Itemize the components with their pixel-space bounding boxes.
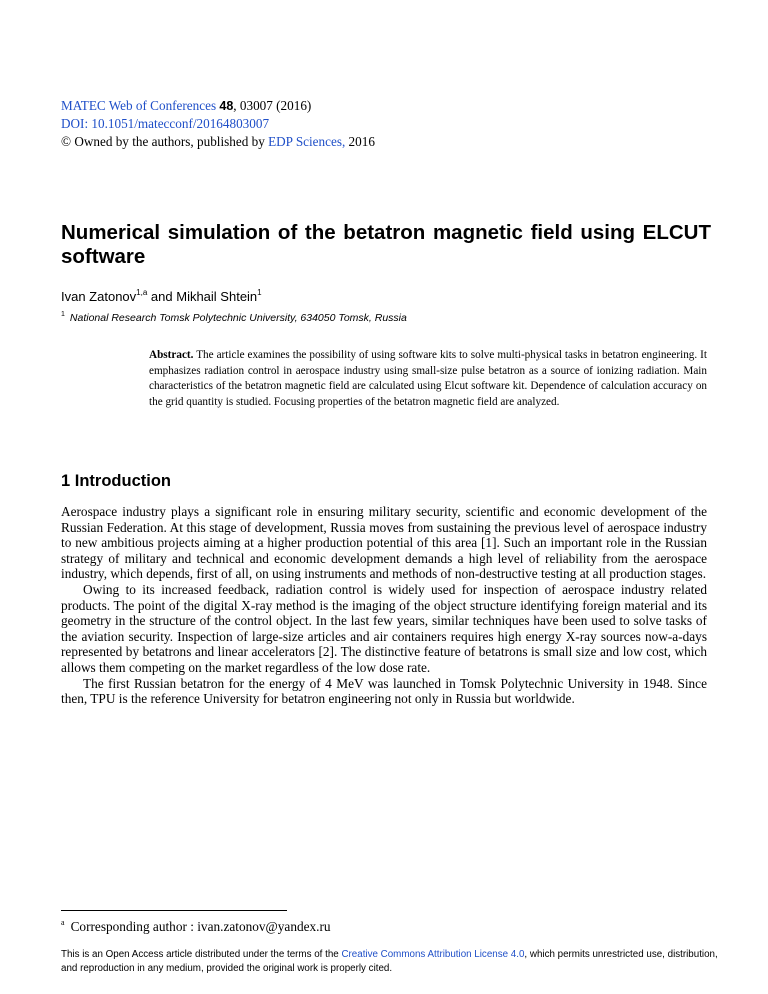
article-number: 03007 — [239, 98, 273, 113]
paragraph: The first Russian betatron for the energy of 4 MeV was launched in Tomsk Polytechnic University in 1948. Since then, TPU is the reference University for betatron engineering not only in Russia but worldwide. — [61, 675, 707, 707]
author-affiliation-marker: 1 — [257, 288, 262, 297]
paragraph: Owing to its increased feedback, radiation control is widely used for inspection of aerospace industry related products. The point of the digital X-ray method is the imaging of the object structure identifying foreign material and its geometry in the structure of the control object. In the last few years, similar techniques have been used to solve tasks of the aviation security. Inspection of large-size articles and air containers requires high energy X-ray sources now-a-days represented by betatrons and linear accelerators [2]. The distinctive feature of betatrons is small size and low cost, which allows them competing on the market regardless of the low dose rate. — [61, 581, 707, 675]
author-affiliation-marker: 1,a — [136, 288, 148, 297]
affiliation-marker: 1 — [61, 311, 65, 318]
license-notice — [61, 948, 721, 976]
copyright-icon: © — [61, 134, 72, 149]
paper-title: Numerical simulation of the betatron magnetic field using ELCUT software — [61, 221, 711, 268]
owned-text: Owned by the authors, published by — [74, 134, 265, 149]
journal-name-rest[interactable]: Web of Conferences — [108, 98, 217, 113]
copyright-line — [61, 133, 375, 151]
abstract-label: Abstract. — [149, 349, 194, 361]
article-number-sep: , — [233, 98, 237, 113]
journal-name[interactable]: MATEC — [61, 98, 106, 113]
author-name: Mikhail Shtein — [176, 289, 258, 304]
citation-line — [61, 97, 375, 115]
paragraph: Aerospace industry plays a significant role in ensuring military security, scientific and economic development of the Russian Federation. At this stage of development, Russia moves from sustaining the previous level of aerospace industry to new ambitious projects aiming at a higher production potential of this area [1]. Such an important role in the Russian strategy of military and technical and economic development demands a high level of reliability from the aerospace industry, which depends, first of all, on using instruments and methods of non-destructive testing at all production stages. — [61, 504, 707, 582]
affiliation — [61, 311, 407, 324]
license-suffix: , which permits unrestricted use, distribution, and reproduction in any medium, provided the original work is properly cited. — [61, 949, 718, 974]
owned-year: 2016 — [348, 134, 375, 149]
affiliation-text: National Research Tomsk Polytechnic University, 634050 Tomsk, Russia — [69, 312, 407, 324]
footnote-text: Corresponding author : ivan.zatonov@yandex.ru — [70, 919, 331, 934]
license-link[interactable]: Creative Commons Attribution License 4.0 — [341, 949, 525, 960]
footnote — [61, 918, 331, 935]
doi-link[interactable]: DOI: 10.1051/matecconf/20164803007 — [61, 116, 270, 131]
abstract — [149, 348, 707, 410]
journal-header — [61, 97, 375, 151]
abstract-text: The article examines the possibility of using software kits to solve multi-physical tasks in betatron engineering. It emphasizes radiation control in aerospace industry using small-size pulse betatron as a source of ionizing radiation. Main characteristics of the betatron magnetic field are calculated using Elcut software kit. Dependence of calculation accuracy on the grid quantity is studied. Focusing properties of the betatron magnetic field are analyzed. — [149, 349, 707, 408]
section-heading: 1 Introduction — [61, 472, 171, 490]
author-list — [61, 288, 262, 304]
section-body — [61, 504, 707, 707]
author-name: Ivan Zatonov — [61, 289, 137, 304]
volume-number: 48 — [219, 99, 234, 113]
publication-year: (2016) — [276, 98, 312, 113]
publisher-link[interactable]: EDP Sciences, — [268, 134, 346, 149]
footnote-marker: a — [61, 918, 65, 927]
footnote-divider — [61, 910, 287, 911]
license-prefix: This is an Open Access article distributed under the terms of the — [61, 949, 339, 960]
author-conjunction: and — [150, 289, 173, 304]
